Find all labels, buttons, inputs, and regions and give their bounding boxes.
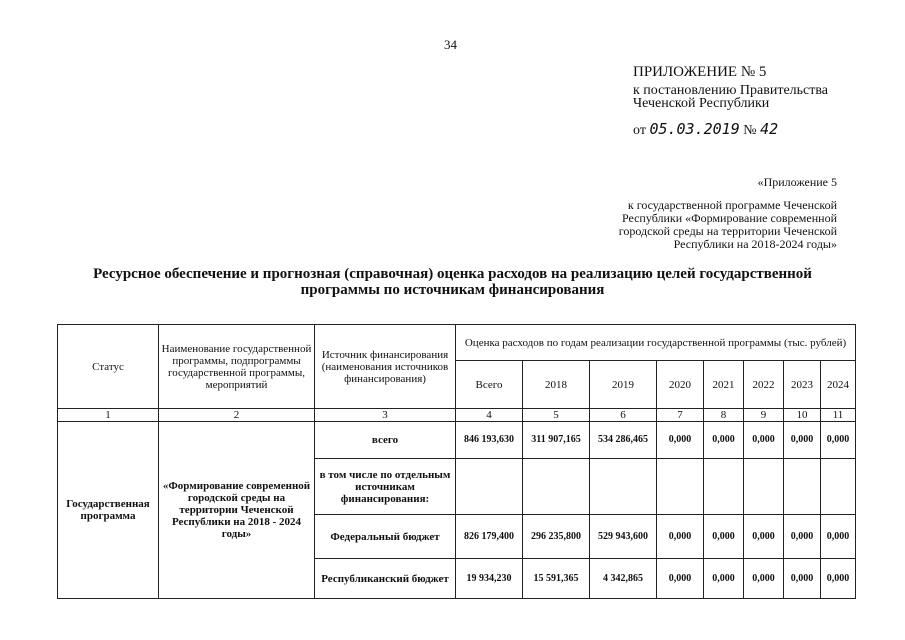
value-cell [704, 459, 744, 515]
source-cell: всего [315, 422, 456, 459]
header-year-2021: 2021 [704, 361, 744, 409]
prior-appendix-text: к государственной программе Чеченской Республики «Формирование современной городской среды на территории Чеченской Республики на 2018-2024 годы» [618, 198, 837, 251]
column-number: 10 [784, 409, 821, 422]
prior-appendix-open: «Приложение 5 [757, 175, 837, 189]
value-cell: 826 179,400 [456, 515, 523, 559]
value-cell [744, 459, 784, 515]
header-estimate: Оценка расходов по годам реализации государственной программы (тыс. рублей) [456, 325, 856, 361]
header-year-total: Всего [456, 361, 523, 409]
header-year-2022: 2022 [744, 361, 784, 409]
value-cell: 0,000 [821, 422, 856, 459]
value-cell [456, 459, 523, 515]
resource-table [57, 324, 856, 599]
header-program-name: Наименование государственной программы, подпрограммы государственной программы, мероприятий [159, 325, 315, 409]
value-cell: 0,000 [744, 559, 784, 599]
column-number: 6 [590, 409, 657, 422]
value-cell: 0,000 [657, 559, 704, 599]
value-cell: 0,000 [704, 515, 744, 559]
appendix-line-2: Чеченской Республики [633, 96, 770, 111]
value-cell [657, 459, 704, 515]
number-label: № [743, 123, 757, 138]
column-number: 7 [657, 409, 704, 422]
table-row-total [58, 422, 856, 459]
value-cell: 311 907,165 [523, 422, 590, 459]
value-cell [784, 459, 821, 515]
program-cell: «Формирование современной городской среды на территории Чеченской Республики на 2018 - 2024 годы» [159, 422, 315, 599]
value-cell: 0,000 [784, 422, 821, 459]
header-source: Источник финансирования (наименования источников финансирования) [315, 325, 456, 409]
document-title: Ресурсное обеспечение и прогнозная (справочная) оценка расходов на реализацию целей государственной программы по источникам финансирования [93, 266, 812, 298]
appendix-title: ПРИЛОЖЕНИЕ № 5 [633, 64, 767, 80]
column-number: 5 [523, 409, 590, 422]
source-cell: Республиканский бюджет [315, 559, 456, 599]
header-year-2018: 2018 [523, 361, 590, 409]
value-cell: 0,000 [657, 515, 704, 559]
appendix-block [633, 66, 828, 137]
value-cell: 4 342,865 [590, 559, 657, 599]
value-cell: 0,000 [821, 559, 856, 599]
value-cell: 0,000 [784, 515, 821, 559]
source-cell: в том числе по отдельным источникам финансирования: [315, 459, 456, 515]
header-row-1 [58, 325, 856, 361]
value-cell [590, 459, 657, 515]
value-cell: 0,000 [704, 422, 744, 459]
from-label: от [633, 123, 646, 138]
value-cell [523, 459, 590, 515]
column-number: 8 [704, 409, 744, 422]
value-cell: 0,000 [821, 515, 856, 559]
header-year-2019: 2019 [590, 361, 657, 409]
value-cell: 0,000 [744, 422, 784, 459]
source-cell: Федеральный бюджет [315, 515, 456, 559]
appendix-date-line [633, 120, 828, 138]
value-cell [821, 459, 856, 515]
value-cell: 0,000 [657, 422, 704, 459]
column-number: 1 [58, 409, 159, 422]
handwritten-date: 05.03.2019 [649, 120, 740, 138]
header-year-2023: 2023 [784, 361, 821, 409]
value-cell: 0,000 [704, 559, 744, 599]
header-year-2020: 2020 [657, 361, 704, 409]
column-number: 4 [456, 409, 523, 422]
value-cell: 0,000 [784, 559, 821, 599]
status-cell: Государственная программа [58, 422, 159, 599]
value-cell: 846 193,630 [456, 422, 523, 459]
column-number: 11 [821, 409, 856, 422]
column-number: 3 [315, 409, 456, 422]
column-number-row [58, 409, 856, 422]
handwritten-number: 42 [760, 120, 779, 138]
value-cell: 296 235,800 [523, 515, 590, 559]
prior-appendix-block [577, 176, 837, 251]
value-cell: 529 943,600 [590, 515, 657, 559]
header-year-2024: 2024 [821, 361, 856, 409]
value-cell: 15 591,365 [523, 559, 590, 599]
value-cell: 534 286,465 [590, 422, 657, 459]
value-cell: 19 934,230 [456, 559, 523, 599]
value-cell: 0,000 [744, 515, 784, 559]
column-number: 2 [159, 409, 315, 422]
column-number: 9 [744, 409, 784, 422]
page-number: 34 [444, 37, 457, 52]
header-status: Статус [58, 325, 159, 409]
appendix-line-1: к постановлению Правительства [633, 83, 829, 98]
